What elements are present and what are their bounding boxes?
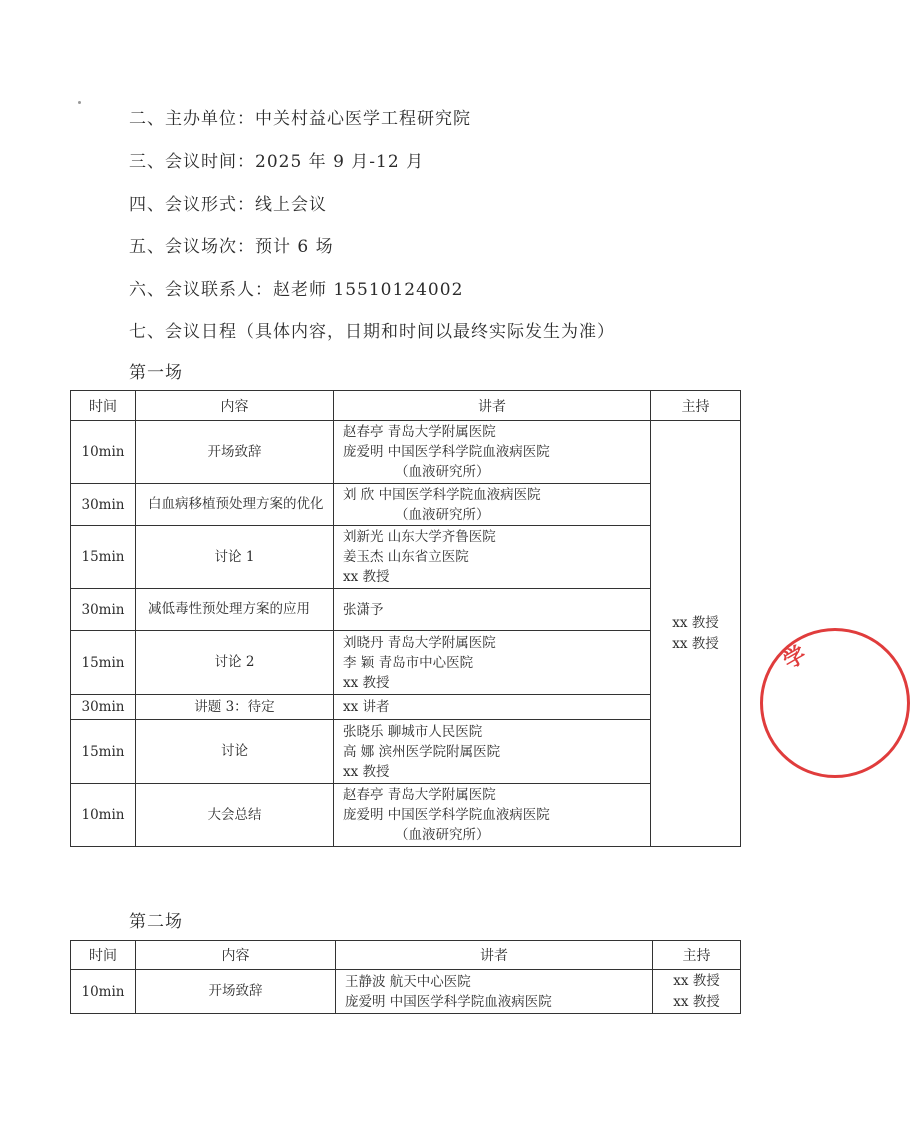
host-line: xx 教授 — [673, 972, 720, 989]
row-content: 开场致辞 — [136, 970, 336, 1014]
row-content: 减低毒性预处理方案的应用 — [136, 589, 334, 631]
speaker-line: xx 教授 — [343, 763, 390, 780]
speaker-line: 王静波 航天中心医院 — [345, 973, 471, 990]
speaker-line: 李 颖 青岛市中心医院 — [343, 654, 474, 671]
row-content: 白血病移植预处理方案的优化 — [136, 484, 334, 526]
table-header-row — [71, 941, 741, 970]
row-speakers — [334, 589, 651, 631]
table-row — [71, 484, 741, 526]
speaker-line: 高 娜 滨州医学院附属医院 — [343, 743, 501, 760]
session1-title: 第一场 — [129, 363, 183, 383]
header-host: 主持 — [651, 391, 741, 421]
speaker-line: 刘新光 山东大学齐鲁医院 — [343, 529, 496, 545]
speaker-line: 张晓乐 聊城市人民医院 — [343, 723, 483, 740]
speaker-line: xx 教授 — [343, 569, 390, 585]
speaker-line: 刘 欣 中国医学科学院血液病医院 — [343, 486, 541, 503]
speaker-line: （血液研究所） — [395, 464, 490, 480]
red-seal-stamp — [760, 628, 910, 778]
format-line: 四、会议形式：线上会议 — [129, 195, 327, 215]
table-row — [71, 695, 741, 720]
header-content: 内容 — [136, 391, 334, 421]
table-row — [71, 720, 741, 784]
header-content: 内容 — [136, 941, 336, 970]
host-cell — [651, 421, 741, 847]
sessions-line: 五、会议场次：预计 6 场 — [129, 237, 334, 257]
table-row — [71, 970, 741, 1014]
row-time: 10min — [71, 784, 136, 847]
host-line: xx 教授 — [672, 614, 719, 631]
speaker-line: 庞爱明 中国医学科学院血液病医院 — [343, 807, 550, 823]
host-cell — [653, 970, 741, 1014]
row-speakers — [334, 720, 651, 784]
session2-table — [70, 940, 741, 1014]
header-time: 时间 — [71, 391, 136, 421]
host-line: xx 教授 — [672, 635, 719, 652]
table-row — [71, 589, 741, 631]
contact-line: 六、会议联系人：赵老师 15510124002 — [129, 280, 464, 300]
organizer-line: 二、主办单位：中关村益心医学工程研究院 — [129, 109, 471, 129]
row-speakers — [334, 484, 651, 526]
host-line: xx 教授 — [673, 993, 720, 1010]
speaker-line: 赵春亭 青岛大学附属医院 — [343, 424, 496, 440]
header-speaker: 讲者 — [336, 941, 653, 970]
speaker-line: 庞爱明 中国医学科学院血液病医院 — [343, 444, 550, 460]
row-speakers — [334, 526, 651, 589]
table-row — [71, 631, 741, 695]
table-row — [71, 421, 741, 484]
row-speakers — [336, 970, 653, 1014]
row-content: 开场致辞 — [136, 421, 334, 484]
header-time: 时间 — [71, 941, 136, 970]
row-content: 讨论 — [136, 720, 334, 784]
speaker-line: 姜玉杰 山东省立医院 — [343, 549, 469, 565]
speaker-line: （血液研究所） — [395, 506, 490, 523]
row-time: 30min — [71, 695, 136, 720]
table-row — [71, 784, 741, 847]
row-content: 讨论 2 — [136, 631, 334, 695]
session2-title: 第二场 — [129, 912, 183, 932]
speaker-line: 刘晓丹 青岛大学附属医院 — [343, 634, 496, 651]
speaker-line: （血液研究所） — [395, 827, 490, 843]
row-time: 10min — [71, 970, 136, 1014]
table-header-row — [71, 391, 741, 421]
table-row — [71, 526, 741, 589]
row-time: 15min — [71, 720, 136, 784]
row-speakers — [334, 695, 651, 720]
time-line: 三、会议时间：2025 年 9 月-12 月 — [129, 152, 425, 172]
row-speakers — [334, 421, 651, 484]
schedule-line: 七、会议日程（具体内容，日期和时间以最终实际发生为准） — [129, 322, 615, 342]
scan-mark — [78, 101, 81, 104]
speaker-line: xx 讲者 — [343, 699, 390, 715]
row-time: 30min — [71, 589, 136, 631]
header-host: 主持 — [653, 941, 741, 970]
row-speakers — [334, 631, 651, 695]
speaker-line: 赵春亭 青岛大学附属医院 — [343, 787, 496, 803]
row-content: 大会总结 — [136, 784, 334, 847]
row-speakers — [334, 784, 651, 847]
row-time: 30min — [71, 484, 136, 526]
row-time: 15min — [71, 631, 136, 695]
row-content: 讨论 1 — [136, 526, 334, 589]
speaker-line: 张潇予 — [343, 601, 384, 618]
stamp-glyph: 学 — [778, 641, 811, 675]
speaker-line: xx 教授 — [343, 674, 390, 691]
header-speaker: 讲者 — [334, 391, 651, 421]
speaker-line: 庞爱明 中国医学科学院血液病医院 — [345, 993, 552, 1010]
row-time: 15min — [71, 526, 136, 589]
session1-table — [70, 390, 741, 847]
row-time: 10min — [71, 421, 136, 484]
row-content: 讲题 3：待定 — [136, 695, 334, 720]
